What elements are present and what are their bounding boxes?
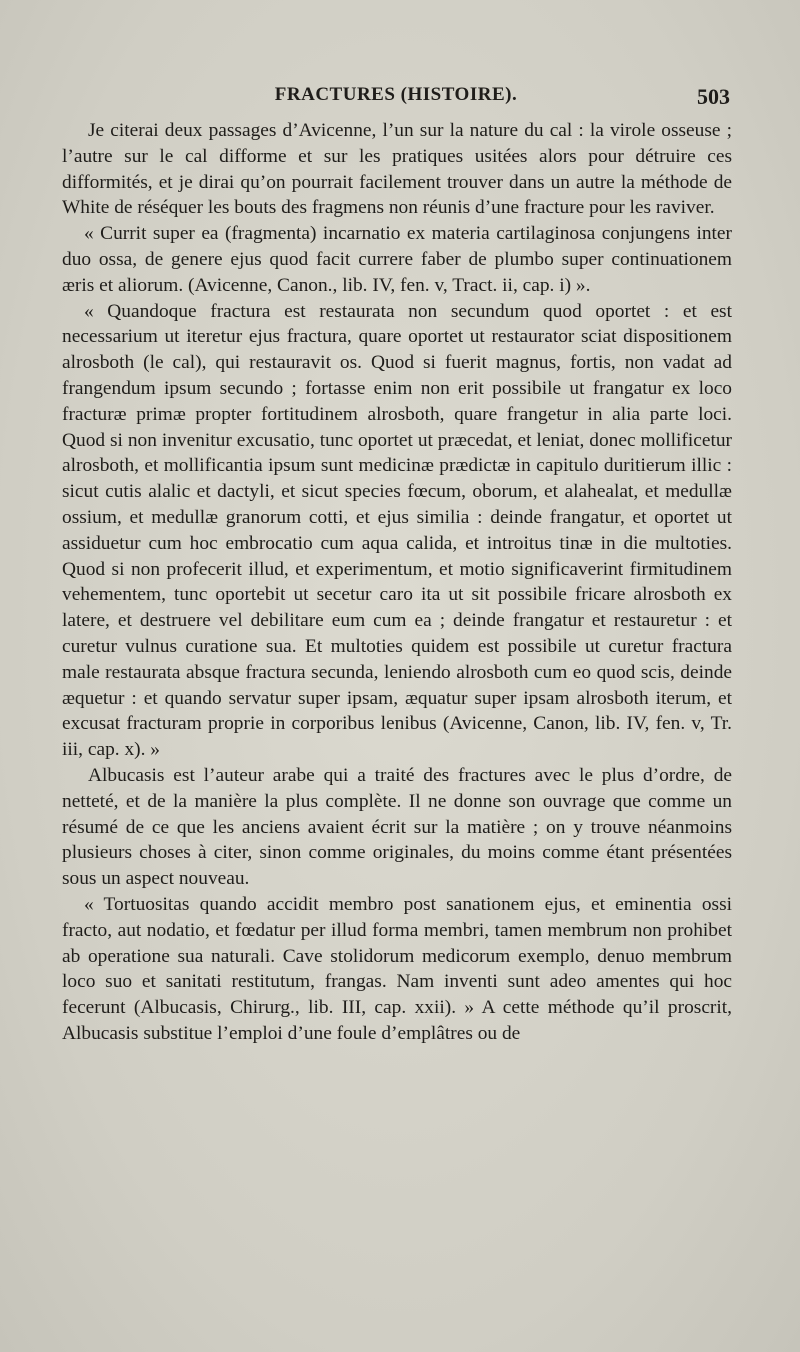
paragraph-intro: Je citerai deux passages d’Avicenne, l’un sur la nature du cal : la virole osseuse ; l’autre sur le cal difforme et sur les pratiques usitées alors pour détruire ces difformités, et je dirai qu’on pourrait facilement trouver dans un autre la méthode de White de réséquer les bouts des fragmens non réunis d’une fracture pour les raviver. bbox=[62, 120, 732, 219]
paragraph-quote-avicenne-1: « Currit super ea (fragmenta) incarnatio ex materia cartilaginosa conjungens inter duo ossa, de genere ejus quod facit currere faber de plumbo super continuationem æris et aliorum. (Avicenne, Canon., lib. IV, fen. v, Tract. ii, cap. i) ». bbox=[62, 223, 732, 296]
page-header bbox=[62, 84, 730, 114]
running-title: FRACTURES (HISTOIRE). bbox=[274, 84, 518, 105]
paragraph-albucasis: Albucasis est l’auteur arabe qui a traité des fractures avec le plus d’ordre, de netteté, et de la manière la plus complète. Il ne donne son ouvrage que comme un résumé de ce que les anciens avaient écrit sur la matière ; on y trouve néanmoins plusieurs choses à citer, sinon comme originales, du moins comme étant présentées sous un aspect nouveau. bbox=[62, 764, 732, 890]
paragraph-quote-albucasis: « Tortuositas quando accidit membro post sanationem ejus, et eminentia ossi fracto, aut nodatio, et fœdatur per illud forma membri, tamen membrum non prohibet ab operatione sua naturali. Cave stolidorum medicorum exemplo, denuo membrum loco suo et sanitati restitutum, frangas. Nam inventi sunt adeo amentes qui hoc fecerunt (Albucasis, Chirurg., lib. III, cap. xxii). » A cette méthode qu’il proscrit, Albucasis substitue l’emploi d’une foule d’emplâtres ou de bbox=[62, 893, 732, 1044]
page-number: 503 bbox=[697, 84, 730, 109]
body-text bbox=[62, 118, 732, 1047]
paragraph-quote-avicenne-2: « Quandoque fractura est restaurata non secundum quod oportet : et est necessarium ut iteretur ejus fractura, quare oportet ut restaurator sciat dispositionem alrosboth (le cal), qui restauravit os. Quod si fuerit magnus, fortis, non vadat ad frangendum ipsum secundo ; fortasse enim non erit possibile ut frangatur ex loco fracturæ primæ propter fortitudinem alrosboth, quare frangetur in alia parte loci. Quod si non invenitur excusatio, tunc oportet ut præcedat, et leniat, donec mollificetur alrosboth, et mollificantia ipsum sunt medicinæ prædictæ in capitulo duritierum illic : sicut cutis alalic et dactyli, et sicut species fœcum, oborum, et alahealat, et medullæ ossium, et medullæ granorum cotti, et ejus similia : deinde frangatur, et oportet ut assiduetur cum hoc embrocatio cum aqua calida, et introitus tinæ in die multoties. Quod si non profecerit illud, et experimentum, et motio significaverint firmitudinem vehementem, tunc oportebit ut secetur caro ita ut sit possibile fricare alrosboth ex latere, et destruere vel debilitare eum cum ea ; deinde frangatur et restauretur : et curetur vulnus curatione sua. Et multoties quidem est possibile ut curetur fractura male restaurata absque fractura secunda, leniendo alrosboth cum eo quod scis, deinde æquetur : et quando servatur super ipsam, æquatur super ipsam alrosboth iterum, et excusat fracturam proprie in corporibus lenibus (Avicenne, Canon, lib. IV, fen. v, Tr. iii, cap. x). » bbox=[62, 300, 732, 761]
